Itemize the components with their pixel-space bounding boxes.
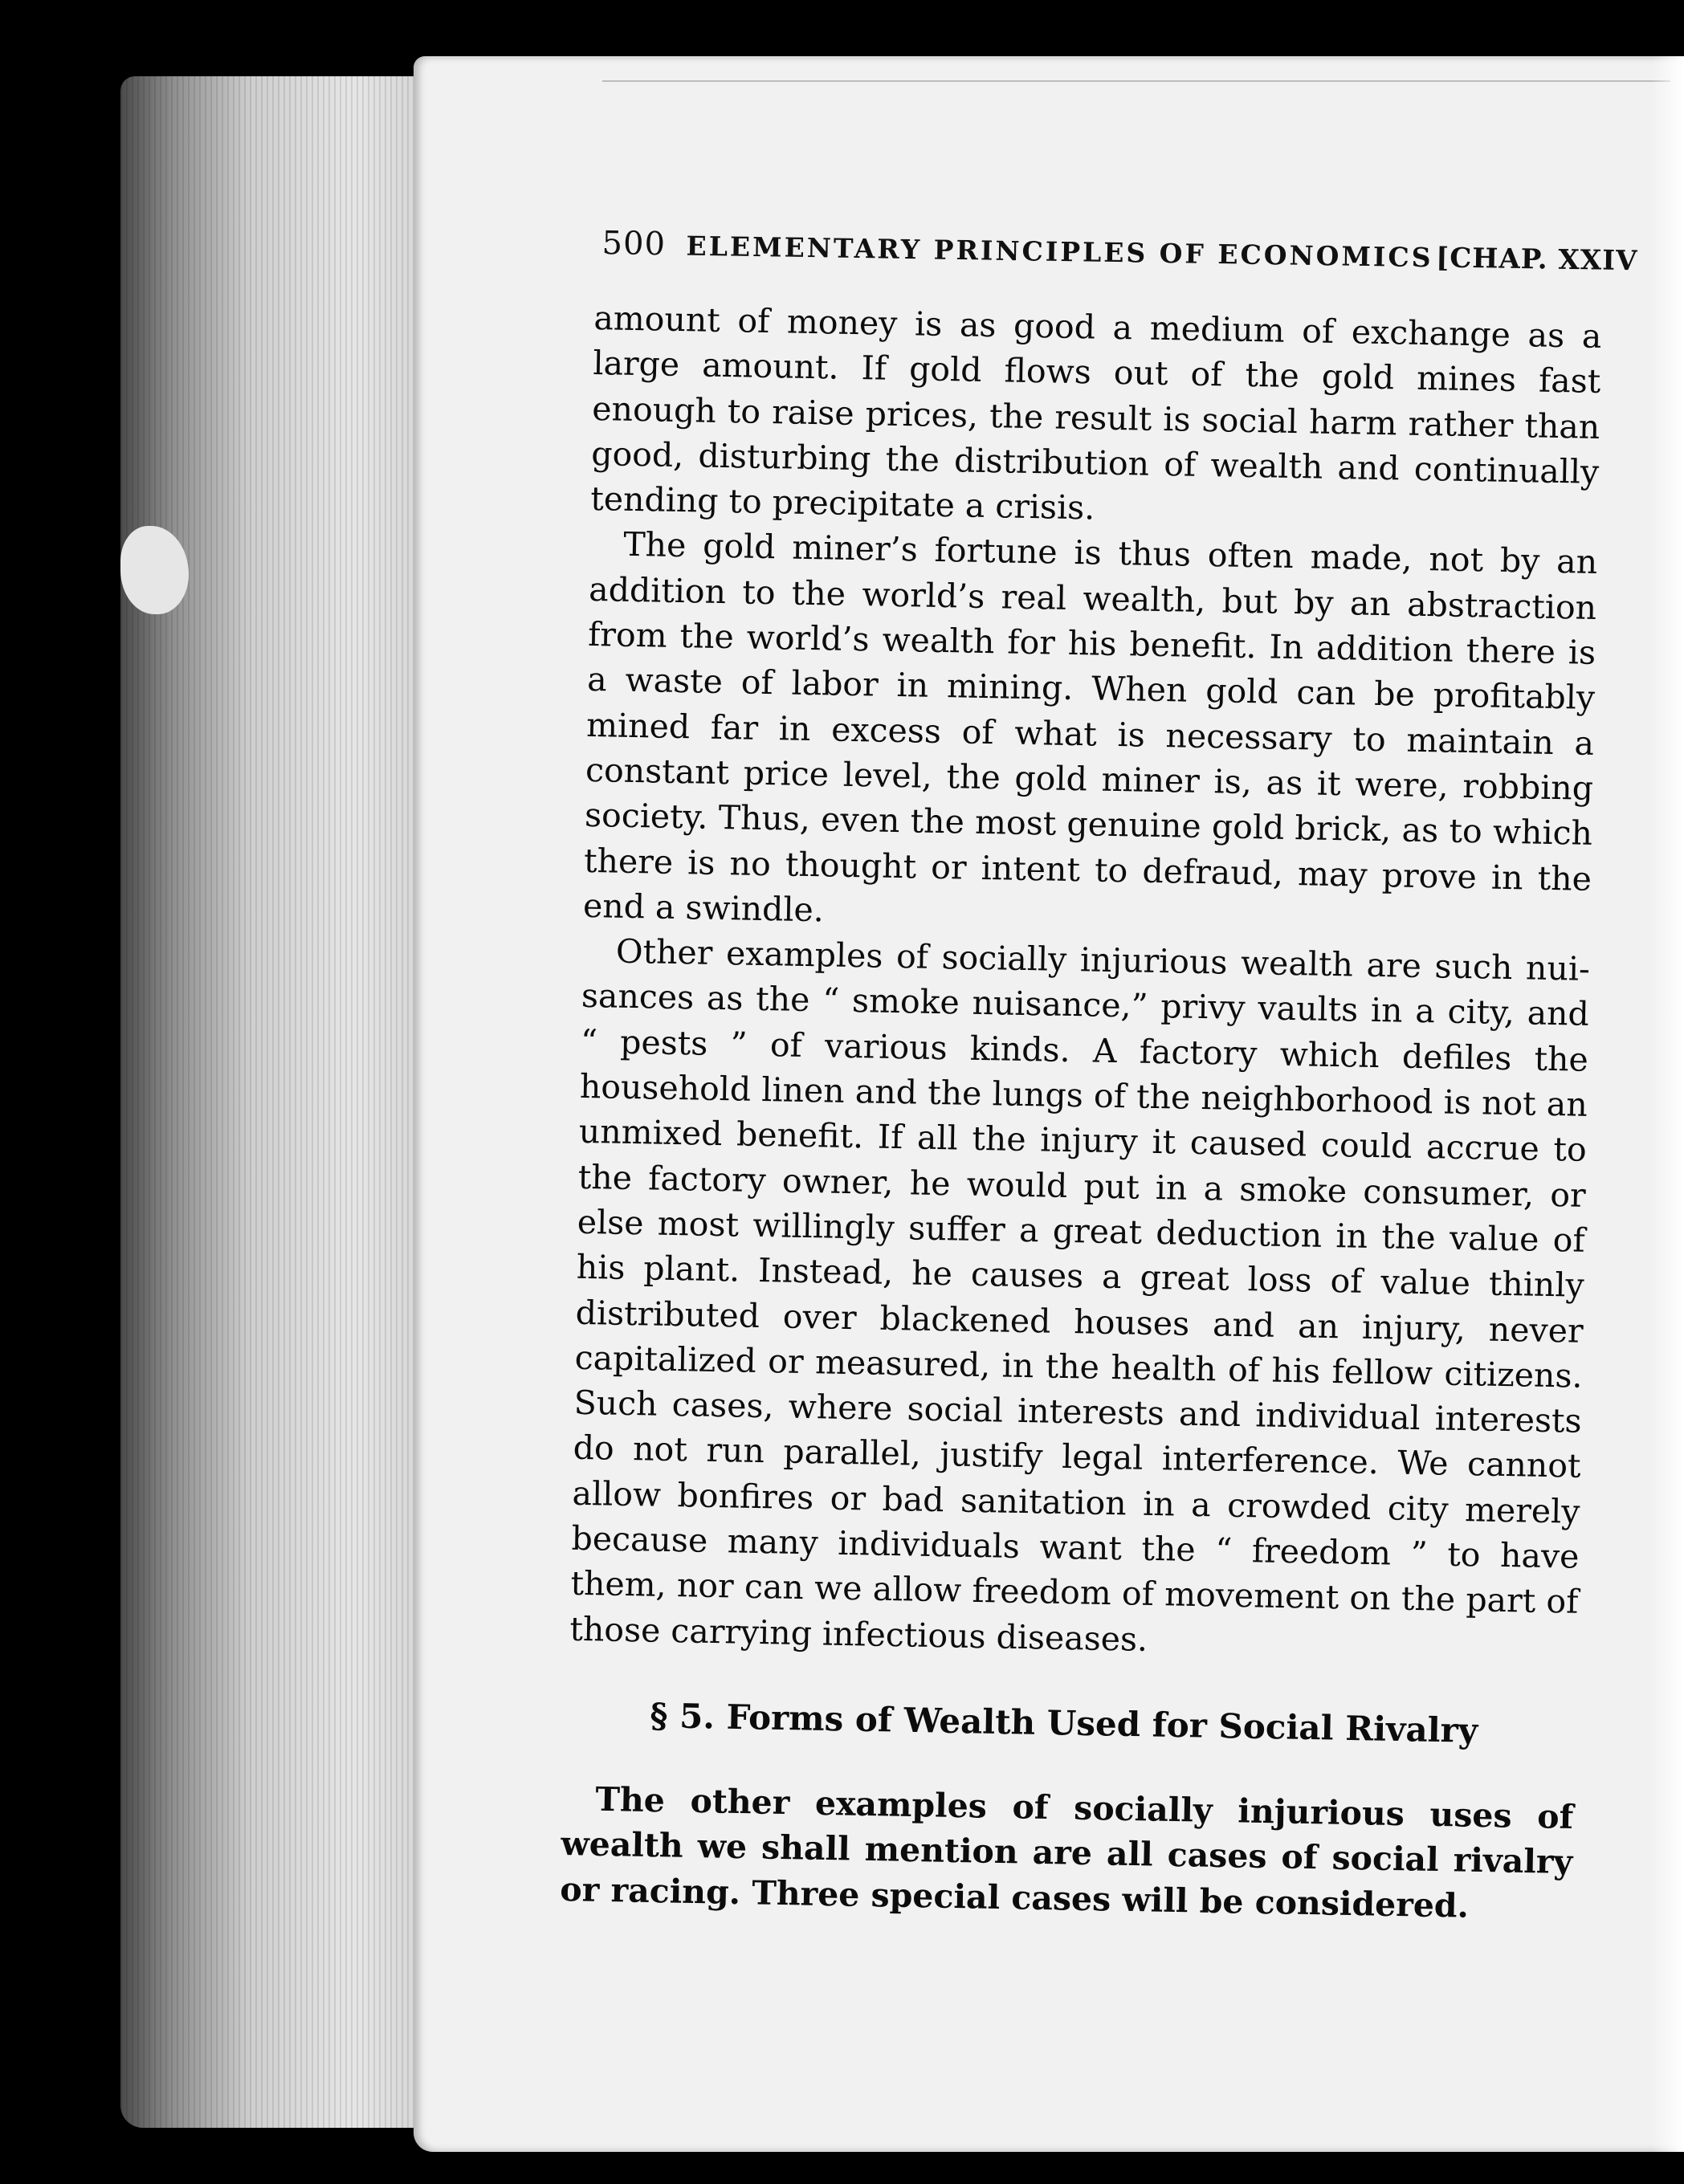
section-heading: § 5. Forms of Wealth Used for Social Rivalry — [650, 1696, 1478, 1750]
page-number: 500 — [601, 225, 667, 263]
section-body — [560, 1776, 1574, 1930]
page-right-edge — [1652, 56, 1684, 2152]
paragraph-injurious-wealth: Other examples of socially injurious wealth are such nuisances as the “ smoke nuisance,” privy vaults in a city, and “ pests ” of various kinds. A factory which defiles the household linen and the lungs of the neighborhood is not an unmixed benefit. If all the injury it caused could accrue to the factory owner, he would put in a smoke consumer, or else most willingly suffer a great deduction in the value of his plant. Instead, he causes a great loss of value thinly distributed over blackened houses and an injury, never capitalized or measured, in the health of his fellow citizens. Such cases, where social interests and individual interests do not run parallel, justify legal interference. We cannot allow bonfires or bad sanitation in a crowded city merely because many individuals want the “ freedom ” to have them, nor can we allow freedom of movement on the part of those carrying infectious diseases. — [569, 931, 1591, 1659]
body-text — [569, 295, 1602, 1670]
page-top-rule — [602, 80, 1670, 82]
paragraph-gold-miner: The gold miner’s fortune is thus often made, not by an addition to the world’s real wealth, but by an abstraction from the world’s wealth for his benefit. In addition there is a waste of labor in mining. When gold can be profitably mined far in excess of what is necessary to maintain a constant price level, the gold miner is, as it were, robbing society. Thus, even the most genuine gold brick, as to which there is no thought or intent to defraud, may prove in the end a swindle. — [582, 525, 1598, 930]
edge-stain — [120, 526, 189, 614]
book-page-edges — [120, 76, 414, 2128]
chapter-label: [CHAP. XXIV — [1435, 242, 1638, 278]
paragraph-social-rivalry: The other examples of socially injurious uses of wealth we shall mention are all cases of social rivalry or racing. Three special cases will be considered. — [559, 1779, 1574, 1925]
paragraph-continued: amount of money is as good a medium of exchange as a large amount. If gold flows out of the gold mines fast enough to raise prices, the result is social harm rather than good, disturbing the distribution of wealth and continually tending to precipitate a crisis. — [589, 298, 1602, 528]
running-title: ELEMENTARY PRINCIPLES OF ECONOMICS — [686, 230, 1433, 274]
